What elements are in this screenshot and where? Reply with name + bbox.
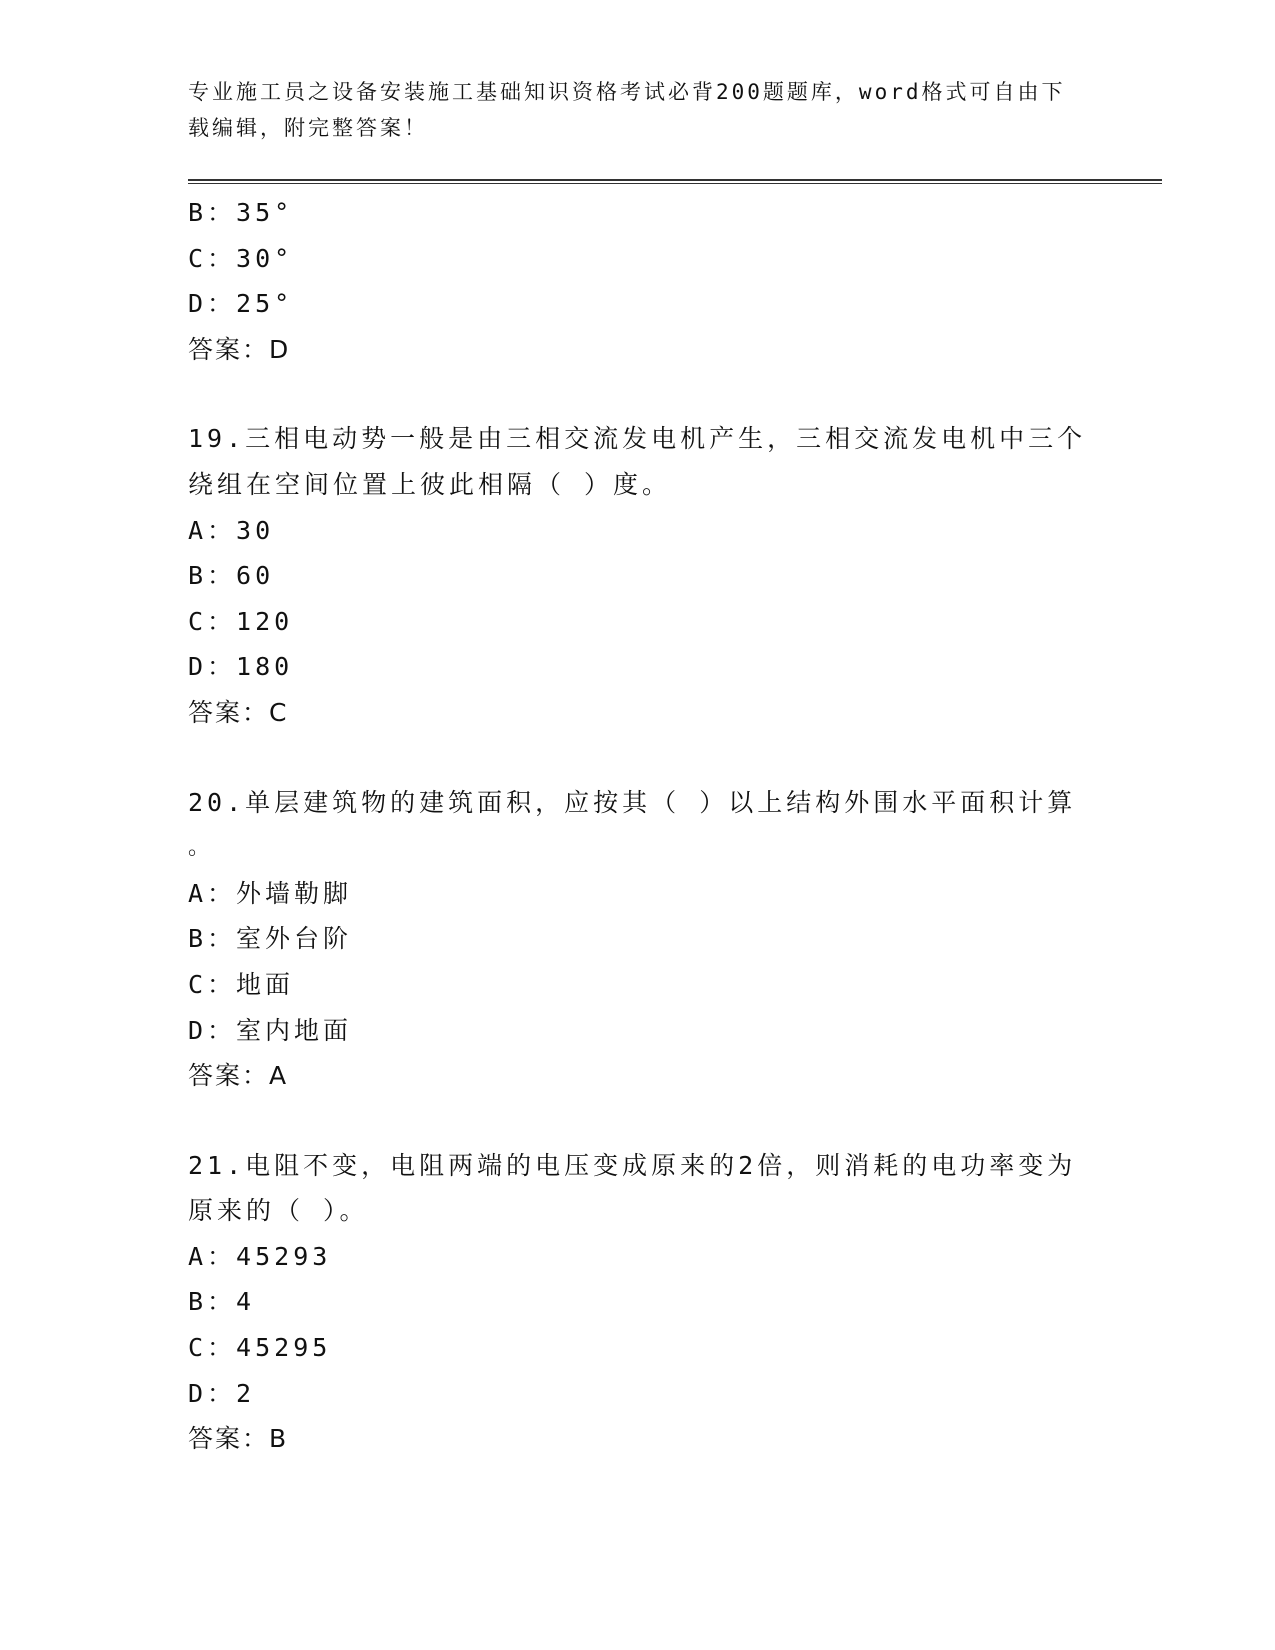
- answer: 答案：C: [188, 697, 289, 727]
- option-b: B：60: [188, 561, 275, 591]
- option-b: B：4: [188, 1287, 256, 1317]
- option-c: C：地面: [188, 969, 295, 999]
- question-19-text-line1: 19.三相电动势一般是由三相交流发电机产生，三相交流发电机中三个: [188, 424, 1087, 454]
- answer: 答案：A: [188, 1061, 289, 1091]
- answer: 答案：B: [188, 1424, 289, 1454]
- option-a: A：45293: [188, 1241, 332, 1271]
- question-20-text-line2: 。: [188, 835, 215, 861]
- option-c: C：45295: [188, 1333, 332, 1363]
- option-d: D：室内地面: [188, 1015, 353, 1045]
- answer: 答案：D: [188, 334, 291, 364]
- option-d: D：180: [188, 652, 294, 682]
- header-divider: [188, 179, 1162, 181]
- document-body: [188, 190, 1108, 1462]
- header-divider-thin: [188, 183, 1162, 184]
- option-b: B：35°: [188, 198, 294, 227]
- option-a: A：外墙勒脚: [188, 878, 353, 908]
- question-21-text-line1: 21.电阻不变，电阻两端的电压变成原来的2倍，则消耗的电功率变为: [188, 1150, 1077, 1180]
- question-21-text-line2: 原来的（ ）。: [188, 1196, 369, 1226]
- option-c: C：120: [188, 606, 294, 636]
- question-20-text-line1: 20.单层建筑物的建筑面积，应按其（ ）以上结构外围水平面积计算: [188, 787, 1077, 817]
- option-b: B：室外台阶: [188, 924, 353, 954]
- option-d: D：25°: [188, 289, 294, 319]
- option-d: D：2: [188, 1378, 256, 1408]
- option-c: C：30°: [188, 243, 294, 273]
- document-header: [188, 74, 1068, 146]
- option-a: A：30: [188, 515, 275, 545]
- question-19-text-line2: 绕组在空间位置上彼此相隔（ ）度。: [188, 469, 672, 499]
- header-text: 专业施工员之设备安装施工基础知识资格考试必背200题题库，word格式可自由下载编辑，附完整答案！: [188, 80, 1066, 140]
